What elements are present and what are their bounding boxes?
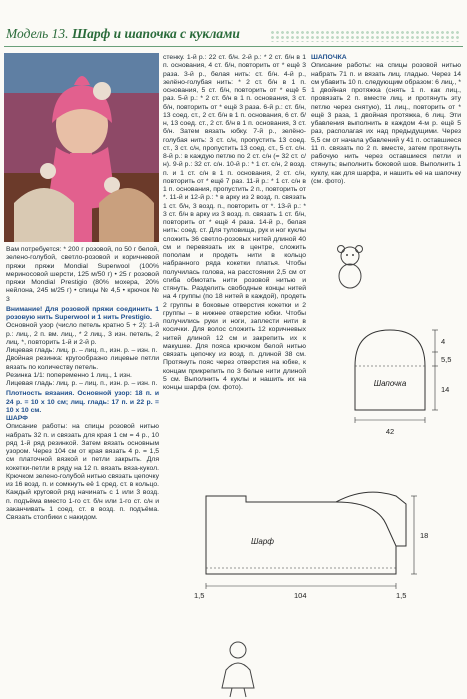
scarf-dim-left: 1,5 <box>194 591 205 600</box>
page-title <box>6 26 240 42</box>
photo-illustration <box>4 53 159 242</box>
hat-dim-top: 4 <box>441 337 446 346</box>
pattern-line-2: Лицевая гладь: лиц. р. – лиц. п., изн. р. – изн. п. <box>6 347 158 354</box>
attention-text: Внимание! Для розовой пряжи соединить 1 розовую нить Superwool и 1 нить Prestigio. <box>6 305 159 321</box>
hat-diagram <box>340 300 465 445</box>
pattern-line-5: Лицевая гладь: лиц. р. – лиц. п., изн. р. – изн. п. <box>6 380 158 387</box>
hat-dim-height: 14 <box>441 385 450 394</box>
doll-text: стенку. 1-й р.: 22 ст. б/н. 2-й р.: * 2 ст. б/н в 1 п. основания, 4 ст. б/н, повторить от * ещё 3 раза. 3-й р., белая нить: ст. б/н. 4-й р., зелёно-голубая нить: * 2 ст. б/н в 1 п. основания, 5 ст. б/н, повторить от * ещё 5 раз. 5-й р.: * 2 ст. б/н в 1 п. основания, 3 ст. б/н, повторить от * ещё 3 раза. 6-й р.: ст. б/н, 13 соед. ст., 2 ст. б/н в 1 п. основания, 6 ст. б/н, 13 соед. ст., 2 ст. б/н в 1 п. основания, 3 ст. б/н. Затем вязать юбку. 7-й р., зелёно-голубая нить: 3 ст. с/н, пропустить 13 соед. ст., 3 ст. с/н, пропустить 13 соед. ст., 5 ст. с/н. 8-й р.: в каждую петлю по 2 ст. с/н (= 32 ст. с/н). 9-й р.: 32 ст. с/н. 10-й р.: * 1 ст. с/н, 2 возд. п. и 1 ст. с/н в 1 п. основания, 2 ст. с/н, повторить от * ещё 7 раз. 11-й р.: * 1 ст. с/н в 1 п. основания, пропустить 2 п., повторить от *. 11-й и 12-й р.: * в арку из 2 возд. п. связать 1 ст. б/н, 3 возд. п., повторить от *. 13-й р.: * 3 ст. б/н в арку из 3 возд. п. связать 1 ст. б/н, повторить от * ещё 4 раза. 14-й р., белая нить: соед. ст. Для туловища, рук и ног куклы сложить 36 светло-розовых нитей длиной 40 см и перевязать их в центре, сложить пополам и продеть нити в кольцо набранного ряда кокетки платья. Чтобы получилась голова, на расстоянии 2,5 см от сгиба обмотать нити розовой нитью и стянуть. Разделить свободные концы нитей на 4 группы (по 18 нитей в каждой), продеть 2 группы в боковые отверстия кокетки и 2 группы – в нижнее отверстие юбки. Чтобы получились руки и ноги, заплести нити в косички. Для волос сложить 12 коричневых нитей длиной 12 см и закрепить их к макушке. Для пояса крючком белой нитью связать цепочку из возд. п. длиной 38 см. Протянуть пояс через отверстия на юбке, к концам прикрепить по 3 белые нити длиной 5 см. Выполнить 4 куклы и нашить их на концы шарфа (см. фото). <box>163 54 306 391</box>
teddy-icon <box>330 242 370 292</box>
header-rule <box>4 46 463 47</box>
hat-dim-mid: 5,5 <box>441 355 452 364</box>
model-photo <box>4 53 159 242</box>
column-middle <box>163 54 306 472</box>
scarf-dim-length: 104 <box>294 591 307 600</box>
scarf-dim-width: 18 <box>420 531 429 540</box>
scarf-diagram <box>166 474 466 606</box>
hat-label: Шапочка <box>373 379 407 388</box>
model-title: Шарф и шапочка с куклами <box>71 26 240 41</box>
scarf-dim-right: 1,5 <box>396 591 407 600</box>
density-text: Плотность вязания. Основной узор: 18 п. и 24 р. = 10 х 10 см; лиц. гладь: 17 п. и 22 р. = 10 х 10 см. <box>6 390 159 414</box>
page-header <box>0 0 467 52</box>
hat-text: Описание работы: на спицы розовой нитью набрать 71 п. и вязать лиц. гладью. Через 14 см убавить 10 п. следующим образом: 6 лиц., * 1 двойная протяжка (снять 1 п. как лиц., провязать 2 п. вместе лиц. и протянуть эту петлю через снятую), 11 лиц., повторить от * ещё 3 раза, 1 двойная протяжка, 6 лиц. Эти убавления выполнить в каждом 4-м р. ещё 5 раз, располагая их над предыдущими. Через 5,5 см от начала убавлений у 41 п. оставшиеся 11 п. связать по 2 п. вместе, затем протянуть рабочую нить через оставшиеся петли и стянуть; выполнить боковой шов. Выполнить 1 куклу, как для шарфа, и нашить её на шапочку (см. фото). <box>311 62 461 185</box>
pattern-line-1: Основной узор (число петель кратно 5 + 2): 1-й р.: лиц., 2 п. вм. лиц., * 2 лиц., 3 изн. петель, 2 лиц. *, повторить 1-й и 2-й р. <box>6 322 159 346</box>
hat-heading: ШАПОЧКА <box>311 54 347 61</box>
pattern-line-4: Резинка 1/1: попеременно 1 лиц., 1 изн. <box>6 371 132 379</box>
column-right <box>311 54 461 238</box>
doll-icon <box>218 640 258 698</box>
materials-text: Вам потребуется: * 200 г розовой, по 50 г белой, зелено-голубой, светло-розовой и коричневой пряжи пряжи Mondial Superwool (100% мериносовой шерсти, 125 м/50 г) • 25 г розовой пряжи Mondial Prestigio (80% мохера, 20% нейлона, 245 м/25 г) • спицы № 4,5 • крючок № 3 <box>6 246 159 303</box>
scarf-label: Шарф <box>251 537 274 546</box>
decorative-dots <box>270 30 460 42</box>
column-left <box>6 246 159 698</box>
hat-dim-width: 42 <box>385 427 395 436</box>
scarf-text: Описание работы: на спицы розовой нитью набрать 32 п. и связать для края 1 см = 4 р., 10 ряд 1-й ряд резинкой. Затем вязать основным узором. Через 104 см от края вязать 4 р. = 1,5 см платочной вязкой и петли закрыть. Для кокетки-петли в ряду на 12 п. вязать вяза-кукол. Крючком зелено-голубой нитью связать цепочку из 16 возд. п. и сомкнуть её 1 сред. ст. в кольцо. Каждый круговой ряд начинать с 1 или 3 возд. п. подъёма вместо 1-го ст. б/н или 1-го ст. с/н и заканчивать 1 соед. ст. в возд. п. подъёма. Связать столбики с накидом. <box>6 423 159 521</box>
pattern-line-3: Двойная резинка: кругообразно лицевые петли вязать по количеству петель. <box>6 355 159 371</box>
model-number: Модель 13. <box>6 26 69 41</box>
scarf-heading: ШАРФ <box>6 415 28 422</box>
